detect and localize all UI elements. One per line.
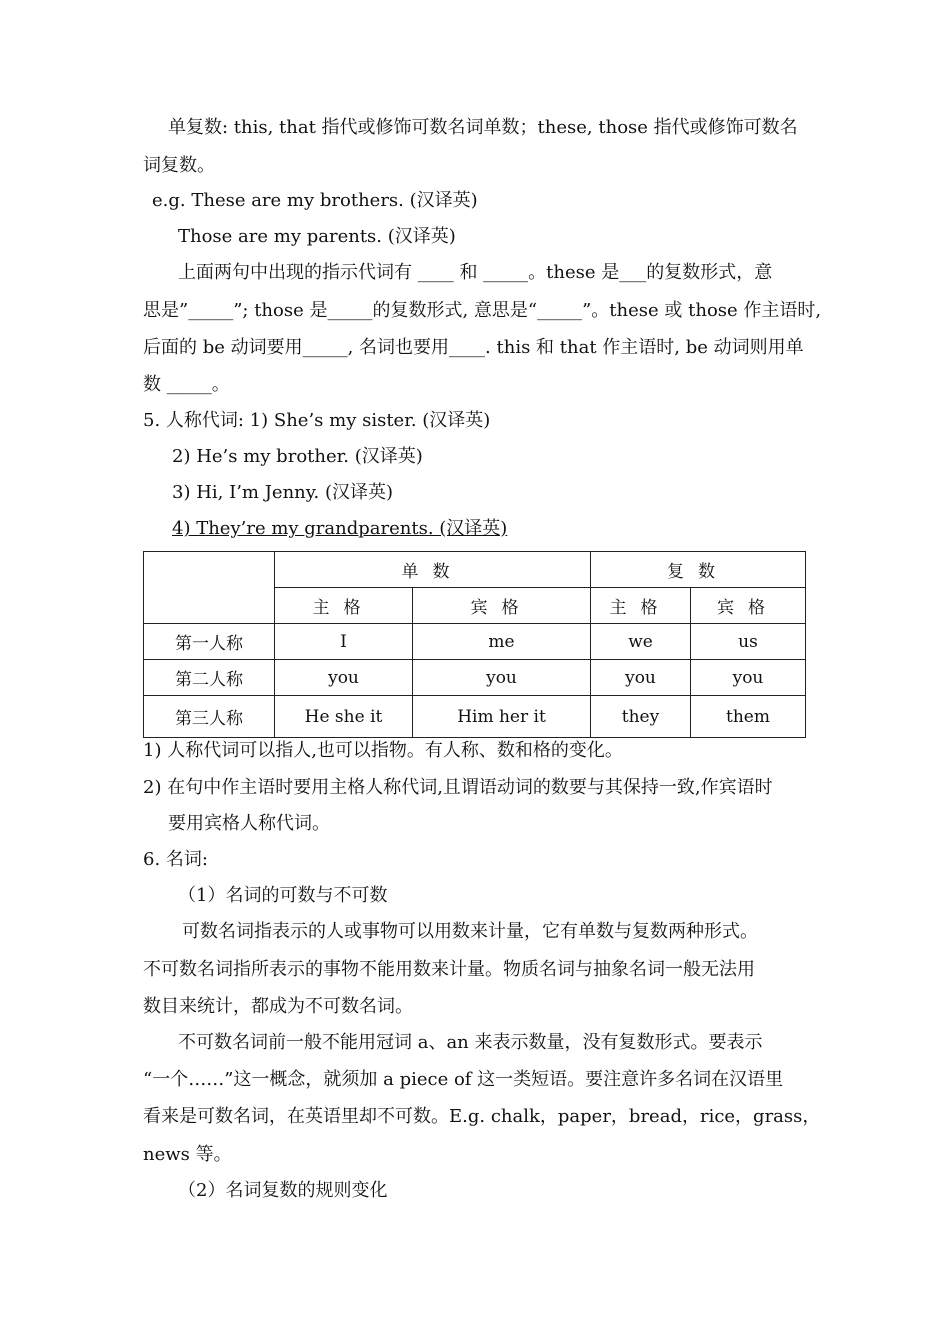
table-row xyxy=(144,624,806,660)
table-corner-cell xyxy=(144,552,275,624)
header-subj-singular: 主格 xyxy=(275,588,413,624)
line-7: 后面的 be 动词要用_____, 名词也要用____. this 和 that 作主语时, be 动词则用单 xyxy=(143,337,804,358)
line-17: （1）名词的可数与不可数 xyxy=(178,885,388,906)
person-label: 第一人称 xyxy=(144,624,275,660)
table-cell: I xyxy=(275,624,413,660)
table-cell: He she it xyxy=(275,696,413,738)
table-row xyxy=(144,696,806,738)
table-cell: we xyxy=(591,624,691,660)
header-obj-plural: 宾格 xyxy=(691,588,806,624)
pronoun-table xyxy=(143,551,806,738)
line-13: 1) 人称代词可以指人,也可以指物。有人称、数和格的变化。 xyxy=(143,740,623,761)
line-19: 不可数名词指所表示的事物不能用数来计量。物质名词与抽象名词一般无法用 xyxy=(143,959,755,980)
header-obj-singular: 宾格 xyxy=(413,588,591,624)
line-1: 单复数: this, that 指代或修饰可数名词单数；these, those 指代或修饰可数名 xyxy=(168,117,798,138)
line-2: 词复数。 xyxy=(143,155,215,176)
line-3: e.g. These are my brothers. (汉译英) xyxy=(152,190,478,211)
line-24: news 等。 xyxy=(143,1144,232,1165)
line-12: 4) They’re my grandparents. (汉译英) xyxy=(172,518,508,539)
line-15: 要用宾格人称代词。 xyxy=(168,813,330,834)
header-plural: 复数 xyxy=(591,552,806,588)
line-20: 数目来统计，都成为不可数名词。 xyxy=(143,996,413,1017)
table-cell: me xyxy=(413,624,591,660)
person-label: 第二人称 xyxy=(144,660,275,696)
line-22: “一个……”这一概念，就须加 a piece of 这一类短语。要注意许多名词在汉语里 xyxy=(143,1069,784,1090)
table-cell: you xyxy=(691,660,806,696)
line-14: 2) 在句中作主语时要用主格人称代词,且谓语动词的数要与其保持一致,作宾语时 xyxy=(143,777,773,798)
table-cell: them xyxy=(691,696,806,738)
line-4: Those are my parents. (汉译英) xyxy=(178,226,456,247)
header-singular: 单数 xyxy=(275,552,591,588)
line-18: 可数名词指表示的人或事物可以用数来计量，它有单数与复数两种形式。 xyxy=(182,921,758,942)
line-6: 思是”_____”; those 是_____的复数形式, 意思是“_____”。these 或 those 作主语时, xyxy=(143,300,822,321)
line-21: 不可数名词前一般不能用冠词 a、an 来表示数量，没有复数形式。要表示 xyxy=(178,1032,763,1053)
line-9: 5. 人称代词: 1) She’s my sister. (汉译英) xyxy=(143,410,491,431)
line-10: 2) He’s my brother. (汉译英) xyxy=(172,446,423,467)
line-23: 看来是可数名词，在英语里却不可数。E.g. chalk，paper，bread，rice，grass， xyxy=(143,1106,821,1127)
table-cell: you xyxy=(275,660,413,696)
line-25: （2）名词复数的规则变化 xyxy=(178,1180,388,1201)
table-cell: you xyxy=(413,660,591,696)
header-subj-plural: 主格 xyxy=(591,588,691,624)
line-11: 3) Hi, I’m Jenny. (汉译英) xyxy=(172,482,394,503)
table-cell: Him her it xyxy=(413,696,591,738)
line-5: 上面两句中出现的指示代词有 ____ 和 _____。these 是___的复数形式，意 xyxy=(178,262,773,283)
line-8: 数 _____。 xyxy=(143,374,230,395)
line-16: 6. 名词: xyxy=(143,849,208,870)
table-cell: us xyxy=(691,624,806,660)
table-cell: they xyxy=(591,696,691,738)
person-label: 第三人称 xyxy=(144,696,275,738)
table-cell: you xyxy=(591,660,691,696)
table-row xyxy=(144,660,806,696)
